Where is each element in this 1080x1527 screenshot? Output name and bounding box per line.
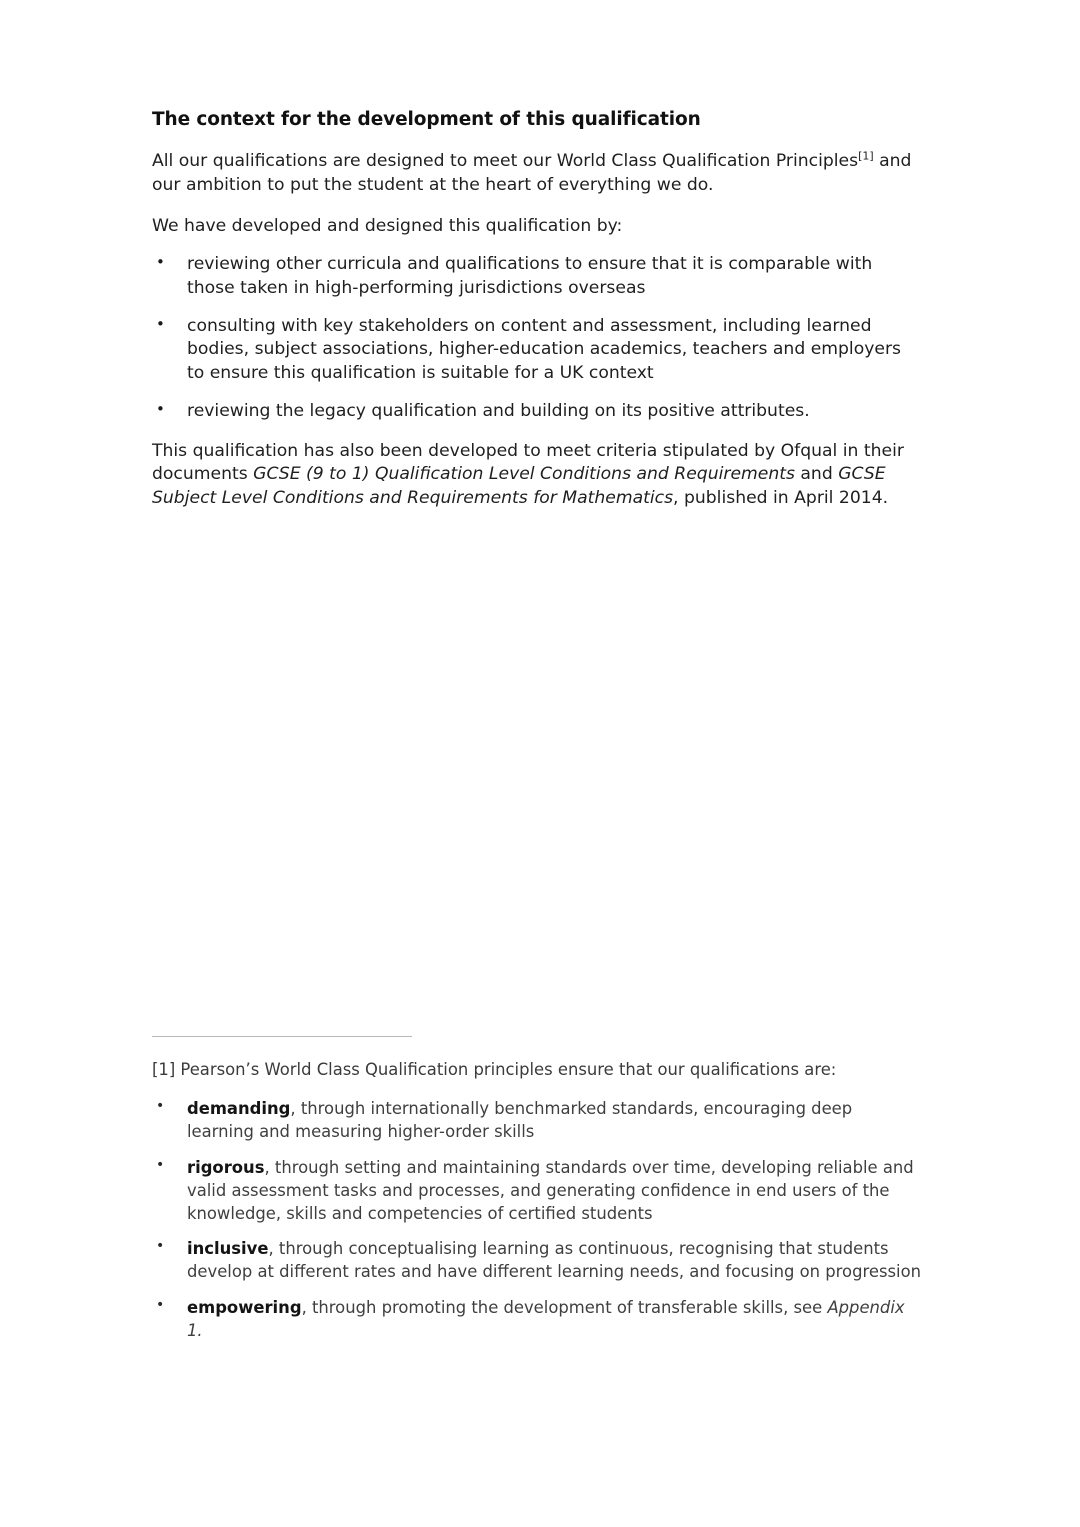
footnote-separator-rule (152, 1036, 412, 1037)
development-bullet-list (152, 253, 914, 423)
intro-paragraph-text-after-marker: and our ambition to put the student at the heart of everything we do. (152, 151, 912, 195)
list-item (152, 1238, 924, 1284)
list-item-text: , through internationally benchmarked standards, encouraging deep learning and measuring higher-order skills (187, 1098, 853, 1141)
intro-paragraph (152, 150, 914, 197)
list-item-lead: rigorous (187, 1157, 265, 1177)
closing-paragraph-italic-title-2: GCSE Subject Level Conditions and Requirements for Mathematics (152, 464, 886, 509)
list-item-text: reviewing the legacy qualification and building on its positive attributes. (187, 400, 810, 421)
list-item-lead: empowering (187, 1298, 302, 1318)
list-item-text: consulting with key stakeholders on content and assessment, including learned bodies, subject associations, higher-education academics, teachers and employers to ensure this qualification is suitable for a UK context (187, 315, 901, 384)
list-item (152, 315, 914, 386)
list-item (152, 1297, 924, 1343)
footnote-intro-text: [1] Pearson’s World Class Qualification principles ensure that our qualifications are: (152, 1060, 837, 1079)
list-item-lead: demanding (187, 1098, 291, 1118)
closing-paragraph-italic-title-1: GCSE (9 to 1) Qualification Level Conditions and Requirements (253, 464, 795, 485)
list-item (152, 400, 914, 424)
intro-paragraph-text-before-marker: All our qualifications are designed to meet our World Class Qualification Principles (152, 151, 859, 172)
closing-paragraph (152, 440, 914, 511)
list-item-text: , through conceptualising learning as continuous, recognising that students develop at different rates and have different learning needs, and focusing on progression (187, 1239, 921, 1282)
list-item-italic-tail: Appendix 1. (187, 1298, 905, 1341)
list-item-text: , through promoting the development of transferable skills, see (301, 1298, 828, 1318)
lead-in-paragraph: We have developed and designed this qualification by: (152, 215, 623, 236)
closing-paragraph-part2: and (794, 464, 839, 485)
list-item (152, 1098, 924, 1144)
footnote-reference-marker[interactable]: [1] (858, 149, 874, 163)
footnote-section (152, 1036, 924, 1343)
list-item-text: , through setting and maintaining standards over time, developing reliable and valid assessment tasks and processes, and generating confidence in end users of the knowledge, skills and competencies of certified students (187, 1157, 914, 1223)
closing-paragraph-part3: , published in April 2014. (673, 488, 889, 509)
list-item-text: reviewing other curricula and qualifications to ensure that it is comparable with those taken in high-performing jurisdictions overseas (187, 254, 873, 298)
page-title: The context for the development of this qualification (152, 109, 701, 130)
closing-paragraph-part1: This qualification has also been developed to meet criteria stipulated by Ofqual in their documents (152, 440, 904, 485)
list-item-lead: inclusive (187, 1239, 269, 1259)
footnote-bullet-list (152, 1098, 924, 1344)
list-item (152, 1157, 924, 1226)
list-item (152, 253, 914, 300)
main-content (152, 108, 914, 528)
